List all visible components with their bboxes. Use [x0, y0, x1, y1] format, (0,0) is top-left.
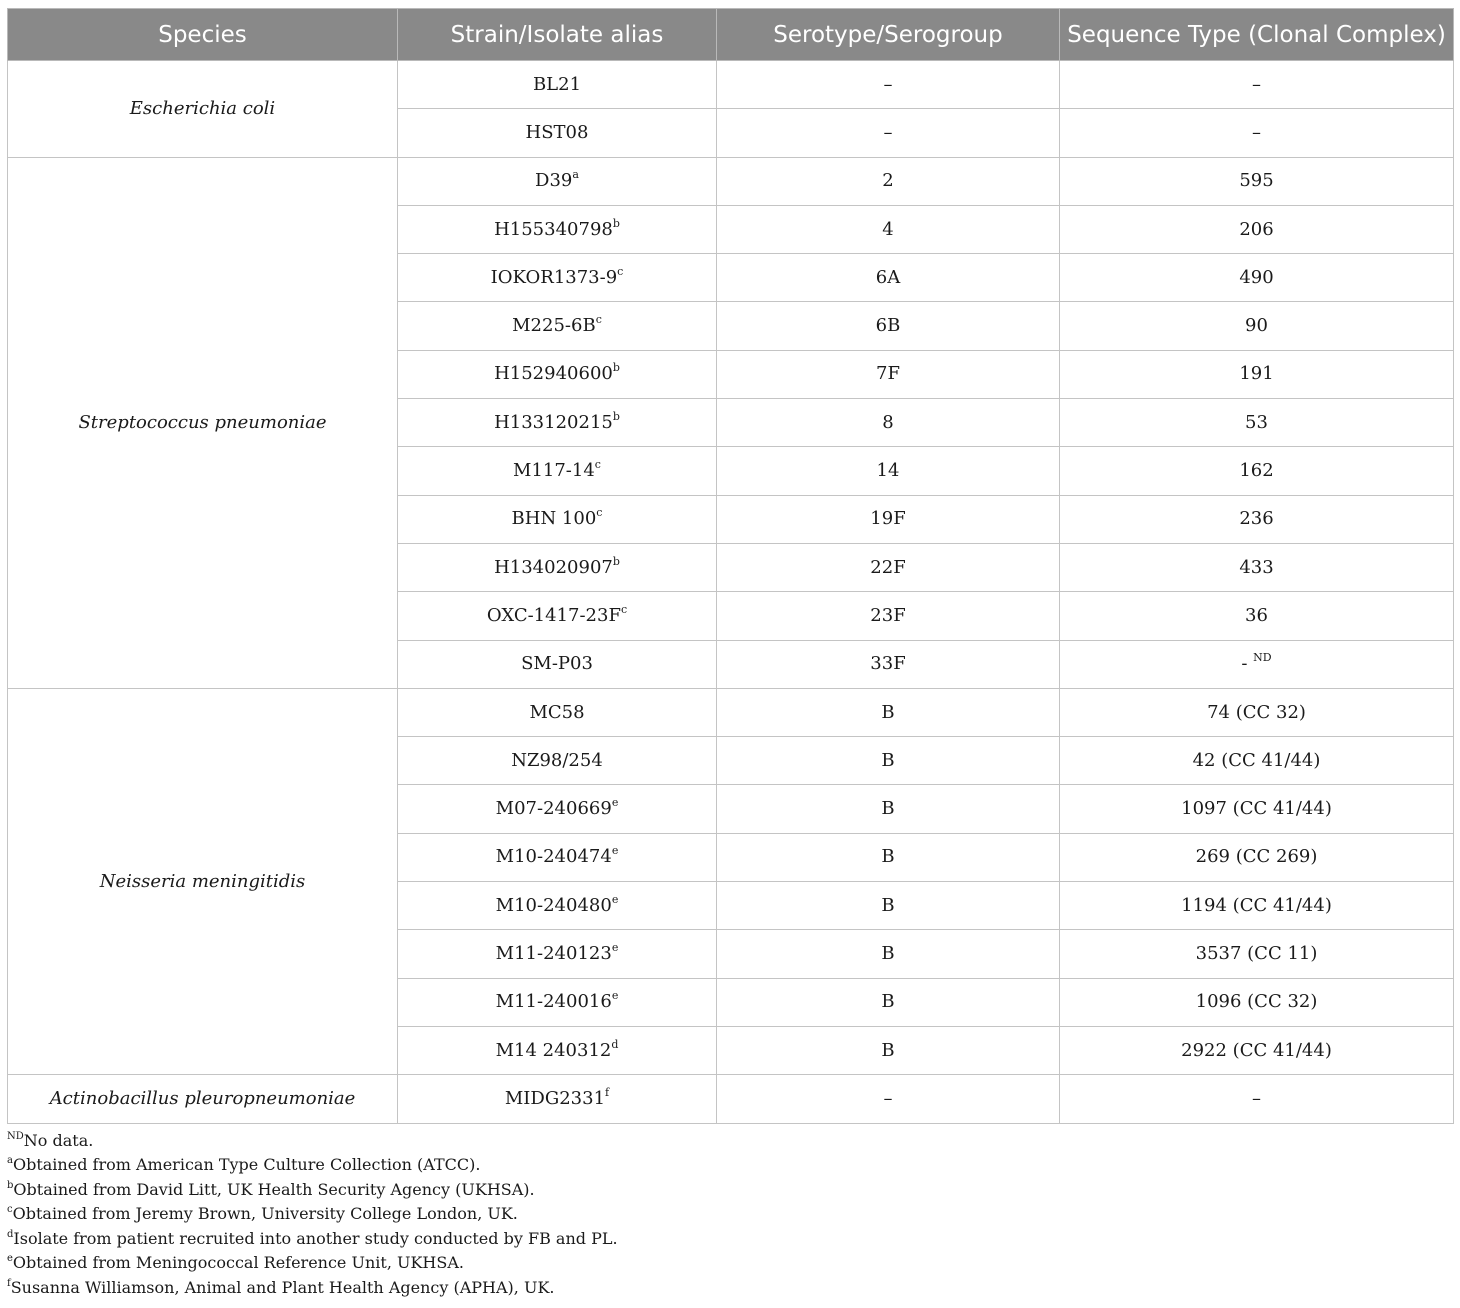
strain-cell	[398, 302, 717, 350]
serotype-cell: B	[717, 930, 1060, 978]
species-cell: Neisseria meningitidis	[8, 688, 398, 1074]
strain-name: NZ98/254	[511, 749, 603, 771]
sequence-type-cell	[1060, 350, 1454, 398]
strain-cell	[398, 399, 717, 447]
sequence-type-cell	[1060, 543, 1454, 591]
table-row	[8, 1075, 1454, 1123]
sequence-type-value: 53	[1245, 411, 1268, 433]
footnotes	[7, 1129, 1453, 1301]
sequence-type-cell	[1060, 254, 1454, 302]
sequence-type-cell	[1060, 399, 1454, 447]
sequence-type-value: 490	[1239, 266, 1274, 288]
strain-name: H133120215	[494, 411, 613, 433]
strain-name: BL21	[532, 73, 582, 95]
sequence-type-cell	[1060, 930, 1454, 978]
table-row	[8, 157, 1454, 205]
strain-footnote-mark: e	[611, 940, 619, 954]
strain-footnote-mark: e	[611, 989, 619, 1003]
strain-name: MC58	[529, 701, 585, 723]
sequence-type-value: 191	[1239, 363, 1274, 385]
footnote	[7, 1129, 1453, 1154]
strain-footnote-mark: c	[620, 602, 628, 616]
strain-cell	[398, 737, 717, 785]
serotype-cell: 14	[717, 447, 1060, 495]
footnote-mark: d	[7, 1228, 14, 1240]
footnote	[7, 1276, 1453, 1301]
sequence-type-footnote-mark: ND	[1253, 651, 1272, 665]
strain-name: M11-240123	[495, 942, 612, 964]
strain-cell	[398, 61, 717, 109]
strain-table-container	[7, 8, 1453, 1300]
sequence-type-cell	[1060, 785, 1454, 833]
strain-footnote-mark: e	[611, 796, 619, 810]
species-cell: Streptococcus pneumoniae	[8, 157, 398, 688]
table-header	[8, 9, 1454, 61]
sequence-type-cell	[1060, 1075, 1454, 1123]
sequence-type-value: 162	[1239, 460, 1274, 482]
sequence-type-value: 595	[1239, 170, 1274, 192]
strain-name: MIDG2331	[504, 1087, 606, 1109]
strain-cell	[398, 447, 717, 495]
strain-footnote-mark: c	[594, 458, 601, 472]
sequence-type-value: 1194 (CC 41/44)	[1181, 894, 1332, 916]
footnote-mark: e	[7, 1253, 13, 1265]
serotype-cell: 23F	[717, 592, 1060, 640]
footnote-text: Susanna Williamson, Animal and Plant Health Agency (APHA), UK.	[10, 1277, 555, 1297]
strain-footnote-mark: c	[596, 506, 603, 520]
footnote	[7, 1153, 1453, 1178]
species-cell: Actinobacillus pleuropneumoniae	[8, 1075, 398, 1123]
sequence-type-value: –	[1252, 1087, 1261, 1109]
footnote	[7, 1202, 1453, 1227]
strain-name: H152940600	[494, 363, 613, 385]
footnote	[7, 1227, 1453, 1252]
serotype-cell: –	[717, 1075, 1060, 1123]
footnote-text: Obtained from American Type Culture Collection (ATCC).	[12, 1155, 481, 1175]
strain-footnote-mark: c	[595, 313, 602, 327]
sequence-type-value: 2922 (CC 41/44)	[1181, 1039, 1332, 1061]
serotype-cell: 6B	[717, 302, 1060, 350]
sequence-type-value: 90	[1245, 315, 1268, 337]
sequence-type-value: –	[1252, 121, 1261, 143]
strain-cell	[398, 688, 717, 736]
strain-footnote-mark: d	[611, 1037, 619, 1051]
serotype-cell: B	[717, 882, 1060, 930]
strain-name: M14 240312	[495, 1039, 612, 1061]
sequence-type-cell	[1060, 495, 1454, 543]
serotype-cell: –	[717, 61, 1060, 109]
footnote-mark: ND	[7, 1130, 24, 1142]
strain-name: M07-240669	[495, 798, 612, 820]
sequence-type-value: 1096 (CC 32)	[1195, 991, 1318, 1013]
serotype-cell: B	[717, 785, 1060, 833]
sequence-type-cell	[1060, 302, 1454, 350]
strain-footnote-mark: f	[605, 1085, 610, 1099]
strain-name: M117-14	[513, 460, 595, 482]
footnote-text: Obtained from David Litt, UK Health Security Agency (UKHSA).	[13, 1179, 535, 1199]
table-row	[8, 61, 1454, 109]
header-strain: Strain/Isolate alias	[398, 9, 717, 61]
serotype-cell: 8	[717, 399, 1060, 447]
sequence-type-value: 206	[1239, 218, 1274, 240]
strain-name: SM-P03	[521, 653, 593, 675]
sequence-type-cell	[1060, 205, 1454, 253]
strain-footnote-mark: b	[612, 554, 620, 568]
sequence-type-cell	[1060, 882, 1454, 930]
sequence-type-cell	[1060, 592, 1454, 640]
strain-cell	[398, 640, 717, 688]
strain-name: M225-6B	[512, 315, 596, 337]
strain-cell	[398, 254, 717, 302]
header-sequence-type: Sequence Type (Clonal Complex)	[1060, 9, 1454, 61]
serotype-cell: 6A	[717, 254, 1060, 302]
strain-name: H134020907	[494, 556, 613, 578]
serotype-cell: B	[717, 737, 1060, 785]
sequence-type-cell	[1060, 737, 1454, 785]
strain-name: OXC-1417-23F	[486, 604, 621, 626]
sequence-type-cell	[1060, 978, 1454, 1026]
strain-name: D39	[535, 170, 573, 192]
sequence-type-value: 433	[1239, 556, 1274, 578]
strain-cell	[398, 205, 717, 253]
footnote-mark: c	[7, 1204, 13, 1216]
table-row	[8, 688, 1454, 736]
serotype-cell: –	[717, 109, 1060, 157]
serotype-cell: B	[717, 1026, 1060, 1074]
strain-cell	[398, 592, 717, 640]
strain-name: BHN 100	[511, 508, 597, 530]
sequence-type-value: –	[1252, 73, 1261, 95]
serotype-cell: B	[717, 833, 1060, 881]
serotype-cell: 7F	[717, 350, 1060, 398]
strain-cell	[398, 882, 717, 930]
strain-footnote-mark: b	[612, 409, 620, 423]
strain-cell	[398, 495, 717, 543]
serotype-cell: B	[717, 978, 1060, 1026]
strain-name: M11-240016	[495, 991, 612, 1013]
footnote-text: Obtained from Meningococcal Reference Unit, UKHSA.	[12, 1253, 464, 1273]
footnote-text: Obtained from Jeremy Brown, University College London, UK.	[12, 1204, 518, 1224]
strain-cell	[398, 109, 717, 157]
sequence-type-value: 269 (CC 269)	[1195, 846, 1318, 868]
strain-name: M10-240480	[495, 894, 612, 916]
species-cell: Escherichia coli	[8, 61, 398, 158]
sequence-type-value: 3537 (CC 11)	[1195, 942, 1318, 964]
header-serotype: Serotype/Serogroup	[717, 9, 1060, 61]
sequence-type-cell	[1060, 61, 1454, 109]
header-row	[8, 9, 1454, 61]
footnote-mark: b	[7, 1179, 14, 1191]
strain-name: M10-240474	[495, 846, 612, 868]
footnote-mark: f	[7, 1277, 11, 1289]
sequence-type-cell	[1060, 447, 1454, 495]
sequence-type-value: -	[1241, 653, 1254, 675]
strain-cell	[398, 157, 717, 205]
strain-cell	[398, 930, 717, 978]
strain-cell	[398, 1075, 717, 1123]
strain-name: H155340798	[494, 218, 613, 240]
footnote	[7, 1251, 1453, 1276]
strain-name: HST08	[525, 121, 589, 143]
strain-footnote-mark: b	[612, 216, 620, 230]
sequence-type-cell	[1060, 1026, 1454, 1074]
sequence-type-value: 74 (CC 32)	[1207, 701, 1306, 723]
sequence-type-cell	[1060, 109, 1454, 157]
strain-cell	[398, 978, 717, 1026]
footnote-mark: a	[7, 1155, 13, 1167]
footnote	[7, 1178, 1453, 1203]
serotype-cell: 4	[717, 205, 1060, 253]
footnote-text: No data.	[23, 1130, 94, 1150]
footnote-text: Isolate from patient recruited into another study conducted by FB and PL.	[13, 1228, 618, 1248]
strain-name: IOKOR1373-9	[490, 266, 618, 288]
strain-footnote-mark: e	[611, 844, 619, 858]
strain-cell	[398, 543, 717, 591]
serotype-cell: 22F	[717, 543, 1060, 591]
serotype-cell: 33F	[717, 640, 1060, 688]
strain-cell	[398, 833, 717, 881]
sequence-type-value: 1097 (CC 41/44)	[1181, 798, 1332, 820]
serotype-cell: 2	[717, 157, 1060, 205]
strain-footnote-mark: a	[572, 168, 579, 182]
strain-footnote-mark: e	[611, 892, 619, 906]
header-species: Species	[8, 9, 398, 61]
sequence-type-value: 36	[1245, 604, 1268, 626]
strain-cell	[398, 350, 717, 398]
serotype-cell: B	[717, 688, 1060, 736]
strain-footnote-mark: c	[617, 264, 624, 278]
strain-table	[7, 8, 1454, 1124]
serotype-cell: 19F	[717, 495, 1060, 543]
sequence-type-cell	[1060, 833, 1454, 881]
table-body	[8, 61, 1454, 1124]
strain-footnote-mark: b	[612, 361, 620, 375]
strain-cell	[398, 1026, 717, 1074]
sequence-type-cell	[1060, 688, 1454, 736]
sequence-type-cell	[1060, 640, 1454, 688]
sequence-type-cell	[1060, 157, 1454, 205]
sequence-type-value: 236	[1239, 508, 1274, 530]
sequence-type-value: 42 (CC 41/44)	[1192, 749, 1321, 771]
strain-cell	[398, 785, 717, 833]
